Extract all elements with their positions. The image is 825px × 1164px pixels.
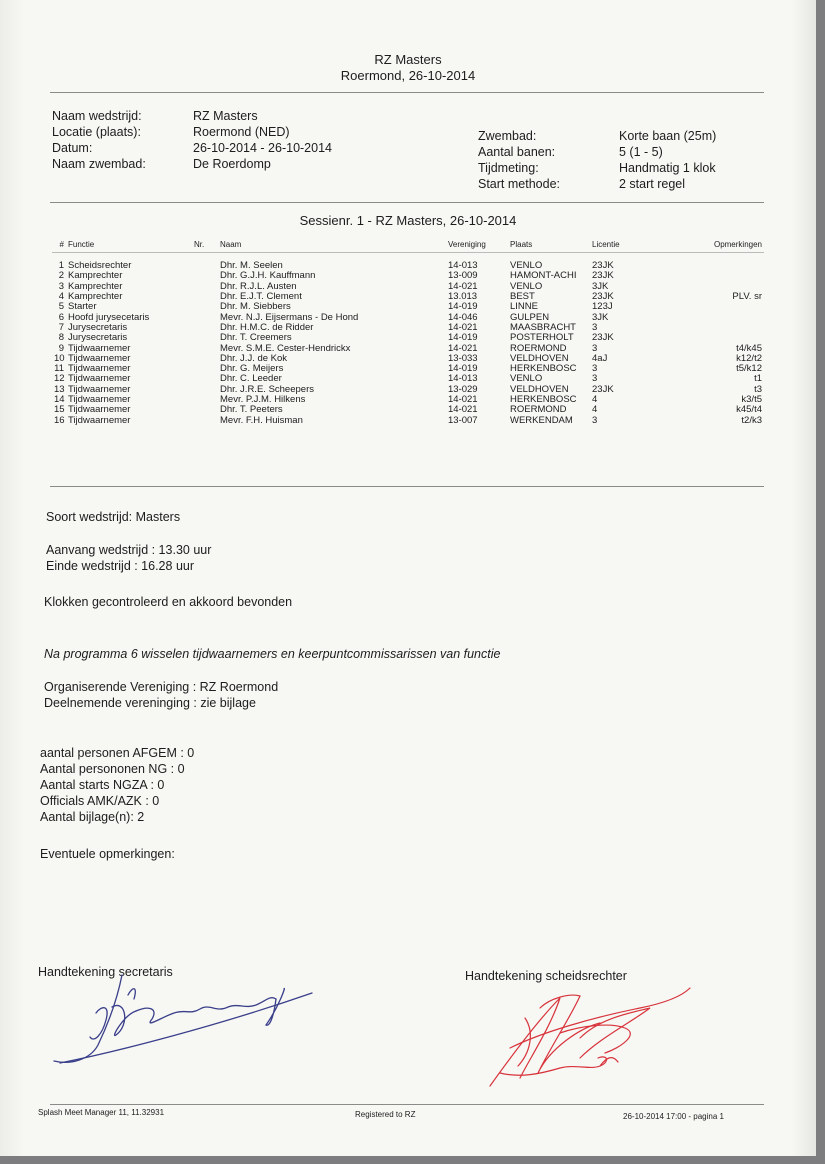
col-header-nr: Nr.	[194, 239, 205, 249]
meet-info-value: Korte baan (25m)	[619, 129, 717, 143]
col-header-licentie: Licentie	[592, 239, 620, 249]
cell-functie: Jurysecretaris	[68, 322, 128, 333]
table-row	[52, 282, 764, 292]
meet-info-value: De Roerdomp	[193, 157, 271, 171]
footer-page-info: 26-10-2014 17:00 - pagina 1	[623, 1112, 724, 1121]
cell-vereniging: 13-033	[448, 353, 478, 364]
cell-num: 16	[54, 415, 65, 426]
cell-functie: Tijdwaarnemer	[68, 353, 131, 364]
table-row	[52, 312, 764, 322]
cell-plaats: VENLO	[510, 281, 543, 292]
cell-plaats: VELDHOVEN	[510, 384, 569, 395]
cell-plaats: GULPEN	[510, 312, 550, 323]
cell-nr	[192, 282, 218, 292]
secretary-signature-label: Handtekening secretaris	[38, 965, 173, 979]
col-header-num: #	[59, 239, 64, 249]
cell-licentie: 3	[592, 363, 598, 375]
table-row	[52, 333, 764, 343]
cell-licentie: 123J	[592, 302, 613, 313]
cell-licentie: 3JK	[592, 281, 609, 292]
cell-opmerkingen: t4/k45	[736, 343, 762, 354]
cell-nr	[192, 323, 218, 333]
cell-vereniging: 13-029	[448, 384, 478, 395]
cell-nr	[192, 312, 218, 322]
table-row	[52, 374, 764, 384]
table-row	[52, 395, 764, 405]
cell-num: 7	[58, 322, 64, 333]
meet-info-label: Zwembad:	[478, 129, 537, 143]
meet-info-label: Datum:	[52, 141, 93, 155]
cell-licentie: 4	[592, 405, 598, 416]
cell-naam: Dhr. M. Siebbers	[220, 302, 291, 313]
stat-line: aantal personen AFGEM : 0	[40, 746, 195, 760]
cell-naam: Dhr. T. Peeters	[220, 405, 283, 416]
cell-num: 1	[58, 261, 64, 272]
cell-licentie: 23JK	[592, 384, 614, 395]
cell-licentie: 3	[592, 322, 598, 333]
meet-info-labels-left	[52, 108, 146, 172]
cell-vereniging: 14-019	[448, 363, 478, 375]
participating-clubs: Deelnemende vereninging : zie bijlage	[44, 696, 256, 710]
cell-vereniging: 13-007	[448, 415, 478, 426]
cell-licentie: 3	[592, 374, 598, 385]
cell-functie: Hoofd jurysecetaris	[68, 312, 150, 323]
cell-functie: Tijdwaarnemer	[68, 415, 131, 426]
meet-info-labels-right	[478, 128, 560, 192]
function-switch-note: Na programma 6 wisselen tijdwaarnemers en keerpuntcommissarissen van functie	[44, 647, 501, 661]
meet-info-value: 5 (1 - 5)	[619, 145, 663, 159]
cell-num: 11	[54, 363, 64, 375]
cell-naam: Dhr. J.R.E. Scheepers	[220, 384, 314, 395]
cell-num: 15	[54, 405, 65, 416]
cell-opmerkingen: PLV. sr	[732, 291, 762, 303]
cell-nr	[192, 271, 218, 281]
statistics-block	[40, 745, 194, 825]
cell-opmerkingen	[650, 261, 764, 271]
cell-nr	[192, 415, 218, 425]
cell-plaats: WERKENDAM	[510, 415, 573, 426]
cell-num: 5	[58, 302, 64, 313]
cell-naam: Mevr. P.J.M. Hilkens	[220, 394, 306, 405]
cell-opmerkingen	[650, 282, 764, 292]
cell-functie: Tijdwaarnemer	[68, 405, 131, 416]
cell-num: 9	[58, 343, 64, 354]
cell-vereniging: 13.013	[448, 291, 478, 303]
cell-naam: Mevr. S.M.E. Cester-Hendrickx	[220, 343, 351, 354]
stat-line: Aantal bijlage(n): 2	[40, 810, 145, 824]
referee-signature-label: Handtekening scheidsrechter	[465, 969, 627, 983]
cell-nr	[192, 364, 218, 374]
end-time: Einde wedstrijd : 16.28 uur	[46, 559, 195, 573]
cell-nr	[192, 395, 218, 405]
cell-plaats: ROERMOND	[510, 343, 567, 354]
cell-vereniging: 14-013	[448, 374, 478, 385]
cell-naam: Dhr. C. Leeder	[220, 374, 282, 385]
meet-info-values-left	[193, 108, 332, 172]
session-title: Sessienr. 1 - RZ Masters, 26-10-2014	[299, 213, 517, 228]
table-row	[52, 354, 764, 364]
table-row	[52, 271, 764, 281]
cell-num: 4	[58, 291, 64, 303]
cell-num: 14	[54, 394, 65, 405]
stat-line: Aantal persononen NG : 0	[40, 762, 185, 776]
divider	[50, 202, 764, 203]
table-row	[52, 405, 764, 415]
cell-num: 10	[54, 353, 65, 364]
cell-plaats: HERKENBOSC	[510, 363, 577, 375]
divider	[50, 486, 764, 487]
cell-nr	[192, 343, 218, 353]
meet-info-value: Handmatig 1 klok	[619, 161, 716, 175]
meet-info-label: Start methode:	[478, 177, 560, 191]
table-row	[52, 415, 764, 425]
cell-plaats: HERKENBOSC	[510, 394, 577, 405]
cell-functie: Tijdwaarnemer	[68, 343, 131, 354]
remarks-label: Eventuele opmerkingen:	[40, 847, 175, 861]
cell-licentie: 4	[592, 394, 598, 405]
meet-info-label: Naam wedstrijd:	[52, 109, 142, 123]
footer-registration: Registered to RZ	[355, 1110, 416, 1119]
cell-naam: Dhr. M. Seelen	[220, 261, 283, 272]
cell-licentie: 23JK	[592, 291, 614, 303]
cell-num: 2	[58, 271, 64, 282]
clocks-note: Klokken gecontroleerd en akkoord bevonden	[44, 595, 293, 609]
secretary-signature-icon	[40, 965, 330, 1075]
cell-plaats: POSTERHOLT	[510, 333, 574, 344]
cell-vereniging: 14-019	[448, 302, 478, 313]
report-subtitle: Roermond, 26-10-2014	[340, 68, 476, 83]
cell-nr	[192, 302, 218, 312]
cell-opmerkingen: t1	[754, 374, 762, 385]
cell-vereniging: 14-021	[448, 394, 478, 405]
cell-naam: Dhr. H.M.C. de Ridder	[220, 322, 314, 333]
meet-info-value: 2 start regel	[619, 177, 686, 191]
cell-plaats: MAASBRACHT	[510, 322, 576, 333]
divider	[50, 92, 764, 93]
cell-functie: Tijdwaarnemer	[68, 363, 131, 375]
cell-vereniging: 14-021	[448, 281, 478, 292]
cell-nr	[192, 354, 218, 364]
cell-licentie: 3	[592, 343, 598, 354]
cell-opmerkingen	[650, 312, 764, 322]
cell-functie: Kamprechter	[68, 281, 123, 292]
cell-num: 6	[58, 312, 64, 323]
cell-functie: Starter	[68, 302, 97, 313]
cell-nr	[192, 405, 218, 415]
meet-info-label: Aantal banen:	[478, 145, 556, 159]
meet-info-label: Tijdmeting:	[478, 161, 539, 175]
cell-opmerkingen: t5/k12	[736, 363, 762, 375]
meet-info-value: Roermond (NED)	[193, 125, 290, 139]
cell-vereniging: 14-046	[448, 312, 478, 323]
cell-licentie: 23JK	[592, 261, 614, 272]
cell-nr	[192, 292, 218, 302]
meet-info-label: Locatie (plaats):	[52, 125, 141, 139]
col-header-functie: Functie	[68, 239, 95, 249]
cell-vereniging: 14-013	[448, 261, 478, 272]
cell-licentie: 3	[592, 415, 598, 426]
cell-naam: Mevr. N.J. Eijsermans - De Hond	[220, 312, 359, 323]
col-header-vereniging: Vereniging	[448, 239, 486, 249]
cell-plaats: VENLO	[510, 261, 543, 272]
cell-functie: Jurysecretaris	[68, 333, 128, 344]
table-row	[52, 323, 764, 333]
cell-opmerkingen	[650, 323, 764, 333]
table-row	[52, 302, 764, 312]
cell-plaats: ROERMOND	[510, 405, 567, 416]
divider	[50, 1104, 764, 1105]
table-row	[52, 385, 764, 395]
start-time: Aanvang wedstrijd : 13.30 uur	[46, 543, 212, 557]
cell-opmerkingen: t2/k3	[741, 415, 762, 426]
cell-num: 13	[54, 384, 65, 395]
cell-naam: Dhr. E.J.T. Clement	[220, 291, 302, 303]
cell-opmerkingen	[650, 271, 764, 281]
cell-opmerkingen: k3/t5	[741, 394, 762, 405]
col-header-naam: Naam	[220, 239, 242, 249]
table-row	[52, 292, 764, 302]
officials-table	[52, 236, 764, 426]
cell-functie: Tijdwaarnemer	[68, 394, 131, 405]
cell-licentie: 3JK	[592, 312, 609, 323]
cell-vereniging: 14-019	[448, 333, 478, 344]
table-row	[52, 364, 764, 374]
cell-opmerkingen: k12/t2	[736, 353, 762, 364]
cell-vereniging: 14-021	[448, 322, 478, 333]
table-header-row	[52, 236, 764, 253]
cell-functie: Kamprechter	[68, 291, 123, 303]
meet-info-value: 26-10-2014 - 26-10-2014	[193, 141, 332, 155]
cell-functie: Tijdwaarnemer	[68, 384, 131, 395]
meet-info-values-right	[619, 128, 716, 192]
cell-plaats: LINNE	[510, 302, 538, 313]
cell-naam: Dhr. G.J.H. Kauffmann	[220, 271, 316, 282]
cell-plaats: HAMONT-ACHI	[510, 271, 577, 282]
cell-licentie: 23JK	[592, 271, 614, 282]
table-row	[52, 261, 764, 271]
meet-info-value: RZ Masters	[193, 109, 258, 123]
cell-licentie: 4aJ	[592, 353, 608, 364]
cell-vereniging: 13-009	[448, 271, 478, 282]
cell-naam: Dhr. T. Creemers	[220, 333, 292, 344]
cell-opmerkingen	[650, 302, 764, 312]
col-header-plaats: Plaats	[510, 239, 533, 249]
stat-line: Officials AMK/AZK : 0	[40, 794, 160, 808]
cell-num: 8	[58, 333, 64, 344]
cell-opmerkingen: t3	[754, 384, 762, 395]
cell-functie: Tijdwaarnemer	[68, 374, 131, 385]
cell-naam: Dhr. R.J.L. Austen	[220, 281, 297, 292]
cell-nr	[192, 374, 218, 384]
cell-vereniging: 14-021	[448, 343, 478, 354]
cell-nr	[192, 385, 218, 395]
table-row	[52, 343, 764, 353]
stat-line: Aantal starts NGZA : 0	[40, 778, 165, 792]
cell-naam: Dhr. J.J. de Kok	[220, 353, 288, 364]
meet-info-label: Naam zwembad:	[52, 157, 146, 171]
cell-functie: Kamprechter	[68, 271, 123, 282]
cell-num: 12	[54, 374, 65, 385]
cell-naam: Mevr. F.H. Huisman	[220, 415, 303, 426]
cell-nr	[192, 261, 218, 271]
cell-opmerkingen: k45/t4	[736, 405, 762, 416]
col-header-opmerkingen: Opmerkingen	[713, 239, 762, 249]
organising-club: Organiserende Vereniging : RZ Roermond	[44, 680, 279, 694]
cell-plaats: VENLO	[510, 374, 543, 385]
cell-plaats: BEST	[510, 291, 535, 303]
cell-naam: Dhr. G. Meijers	[220, 363, 284, 375]
cell-num: 3	[58, 281, 64, 292]
referee-signature-icon	[480, 978, 700, 1093]
footer-software: Splash Meet Manager 11, 11.32931	[38, 1108, 165, 1117]
cell-vereniging: 14-021	[448, 405, 478, 416]
cell-licentie: 23JK	[592, 333, 614, 344]
report-title: RZ Masters	[374, 52, 442, 67]
cell-plaats: VELDHOVEN	[510, 353, 569, 364]
cell-functie: Scheidsrechter	[68, 261, 132, 272]
meet-type: Soort wedstrijd: Masters	[46, 510, 181, 524]
cell-opmerkingen	[650, 333, 764, 343]
cell-nr	[192, 333, 218, 343]
